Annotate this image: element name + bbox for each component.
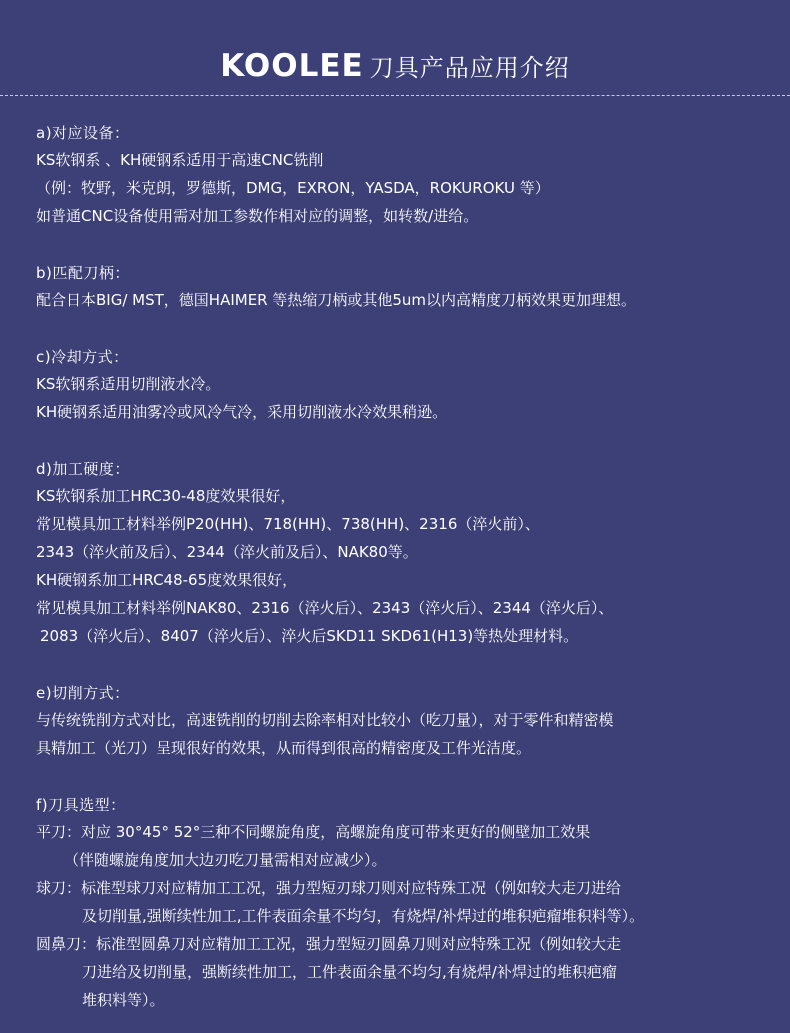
section-tool-selection — [36, 792, 776, 1014]
brand-logo-text: KOOLEE — [220, 48, 364, 84]
section-title: c)冷却方式： — [36, 348, 129, 366]
section-title: f)刀具选型： — [36, 796, 126, 814]
section-title: d)加工硬度： — [36, 460, 130, 478]
section-cutting — [36, 680, 776, 762]
text-line: 及切削量,强断续性加工,工件表面余量不均匀，有烧焊/补焊过的堆积疤瘤堆积料等）。 — [82, 907, 645, 925]
text-line: KH硬钢系适用油雾冷或风冷气冷，采用切削液水冷效果稍逊。 — [36, 403, 448, 421]
text-line: KH硬钢系加工HRC48-65度效果很好， — [36, 571, 298, 589]
text-line: 常见模具加工材料举例P20(HH)、718(HH)、738(HH)、2316（淬火前）、 — [36, 515, 540, 533]
text-line: 2083（淬火后）、8407（淬火后）、淬火后SKD11 SKD61(H13)等热处理材料。 — [40, 627, 579, 645]
section-hardness — [36, 456, 776, 650]
text-line: KS软钢系适用切削液水冷。 — [36, 375, 221, 393]
text-line: KS软钢系 、KH硬钢系适用于高速CNC铣削 — [36, 151, 324, 169]
text-line: 配合日本BIG/ MST，德国HAIMER 等热缩刀柄或其他5um以内高精度刀柄效果更加理想。 — [36, 291, 637, 309]
section-holder — [36, 260, 776, 314]
text-line: 圆鼻刀：标准型圆鼻刀对应精加工工况，强力型短刃圆鼻刀则对应特殊工况（例如较大走 — [36, 935, 622, 953]
text-line: 堆积料等）。 — [82, 991, 165, 1009]
text-line: 与传统铣削方式对比，高速铣削的切削去除率相对比较小（吃刀量），对于零件和精密模 — [36, 711, 614, 729]
page-title: 刀具产品应用介绍 — [369, 54, 570, 82]
section-title: e)切削方式： — [36, 684, 130, 702]
section-cooling — [36, 344, 776, 426]
text-line: 如普通CNC设备使用需对加工参数作相对应的调整，如转数/进给。 — [36, 207, 479, 225]
text-line: （例：牧野，米克朗，罗德斯，DMG，EXRON，YASDA，ROKUROKU 等） — [36, 179, 550, 197]
text-line: 球刀：标准型球刀对应精加工工况，强力型短刃球刀则对应特殊工况（例如较大走刀进给 — [36, 879, 622, 897]
section-equipment — [36, 120, 776, 230]
text-line: 常见模具加工材料举例NAK80、2316（淬火后）、2343（淬火后）、2344（淬火后）、 — [36, 599, 614, 617]
text-line: KS软钢系加工HRC30-48度效果很好， — [36, 487, 296, 505]
section-title: a)对应设备： — [36, 124, 130, 142]
section-title: b)匹配刀柄： — [36, 264, 130, 282]
dashed-divider — [0, 95, 790, 96]
page-header — [0, 46, 790, 86]
text-line: 刀进给及切削量，强断续性加工，工件表面余量不均匀,有烧焊/补焊过的堆积疤瘤 — [82, 963, 617, 981]
text-line: 平刀：对应 30°45° 52°三种不同螺旋角度，高螺旋角度可带来更好的侧壁加工效果 — [36, 823, 591, 841]
content-body — [36, 120, 776, 1033]
text-line: 2343（淬火前及后）、2344（淬火前及后）、NAK80等。 — [36, 543, 418, 561]
text-line: （伴随螺旋角度加大边刃吃刀量需相对应减少）。 — [64, 851, 387, 869]
text-line: 具精加工（光刀）呈现很好的效果，从而得到很高的精密度及工件光洁度。 — [36, 739, 532, 757]
